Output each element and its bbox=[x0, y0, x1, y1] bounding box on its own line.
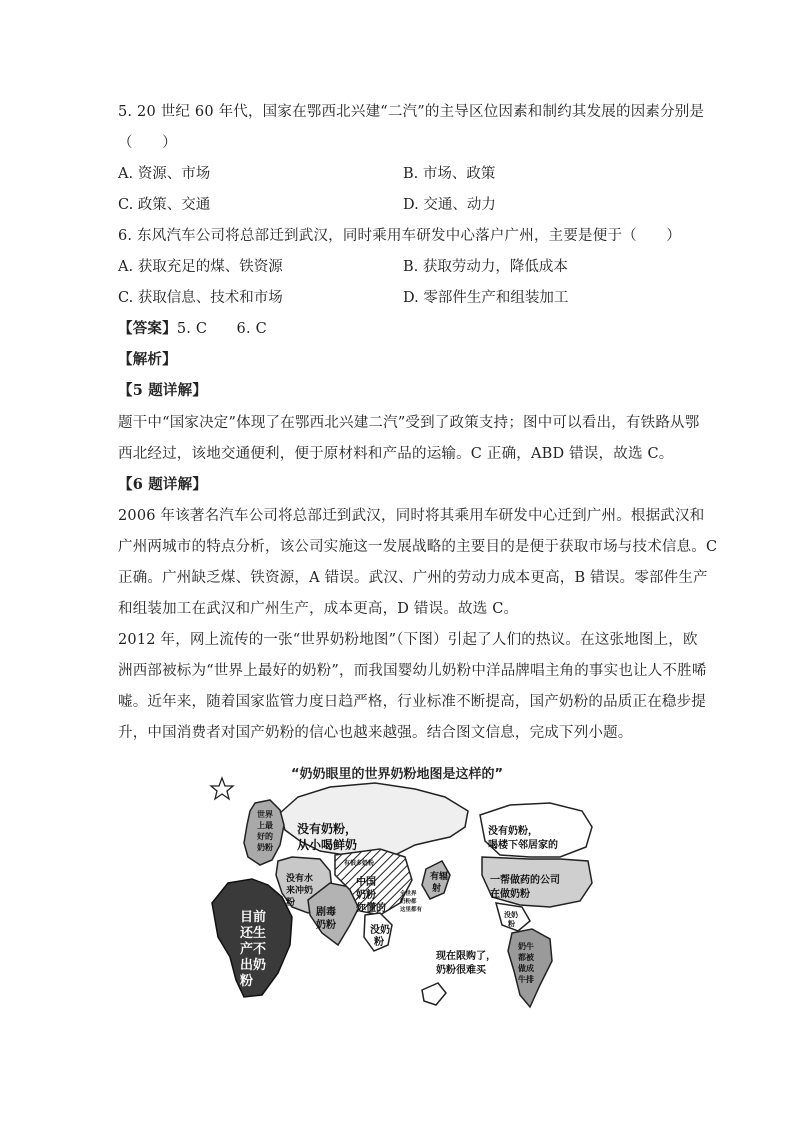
label-usa-2: 在做奶粉 bbox=[490, 889, 530, 900]
label-africa-4: 出奶 bbox=[240, 958, 267, 973]
detail5-label: 【5 题详解】 bbox=[118, 382, 208, 399]
q5-option-a: A. 资源、市场 bbox=[118, 166, 211, 182]
label-hk-note-1: 现在限购了， bbox=[436, 951, 496, 962]
intro-line4: 升，中国消费者对国产奶粉的信心也越来越强。结合图文信息，完成下列小题。 bbox=[118, 725, 633, 741]
label-china-3: 你懂的 bbox=[356, 903, 386, 914]
label-korea-2: 奶粉都 bbox=[400, 899, 417, 905]
label-europe-2: 上最 bbox=[257, 821, 273, 830]
label-korea-1: 全世界 bbox=[400, 891, 417, 897]
label-south-america-3: 做成 bbox=[518, 964, 534, 973]
detail6-label: 【6 题详解】 bbox=[118, 476, 208, 493]
star-icon bbox=[211, 778, 233, 799]
intro-line1: 2012 年，网上流传的一张“世界奶粉地图”（下图）引起了人们的热议。在这张地图上，欧 bbox=[118, 632, 698, 648]
q5-stem-line2: （ ） bbox=[118, 135, 177, 151]
label-korea-3: 这里都有 bbox=[400, 907, 423, 913]
label-russia-1: 没有奶粉， bbox=[297, 822, 358, 836]
detail6-line4: 和组装加工在武汉和广州生产，成本更高，D 错误。故选 C。 bbox=[118, 601, 519, 617]
label-middle-east-3: 粉 bbox=[286, 898, 296, 908]
q6-stem: 6. 东风汽车公司将总部迁到武汉，同时乘用车研发中心落户广州，主要是便于（ ） bbox=[118, 228, 681, 244]
label-middle-east-2: 来冲奶 bbox=[286, 886, 314, 896]
label-southeast-asia-1: 没奶 bbox=[370, 925, 390, 936]
q6-option-a: A. 获取充足的煤、铁资源 bbox=[118, 259, 283, 275]
q6-option-b: B. 获取劳动力，降低成本 bbox=[403, 259, 568, 275]
q5-option-c: C. 政策、交通 bbox=[118, 197, 211, 213]
label-south-america-1: 奶牛 bbox=[518, 942, 534, 951]
q5-stem-line1: 5. 20 世纪 60 年代，国家在鄂西北兴建“二汽”的主导区位因素和制约其发展的因素分别是 bbox=[118, 104, 705, 120]
q5-option-d: D. 交通、动力 bbox=[403, 197, 496, 213]
q5-option-b: B. 市场、政策 bbox=[403, 166, 496, 182]
q6-option-d: D. 零部件生产和组装加工 bbox=[403, 290, 569, 306]
intro-line3: 嘘。近年来，随着国家监管力度日趋严格，行业标准不断提高，国产奶粉的品质正在稳步提 bbox=[118, 694, 706, 710]
answer-line bbox=[118, 319, 267, 339]
label-canada-1: 没有奶粉， bbox=[488, 826, 538, 837]
label-africa-1: 目前 bbox=[240, 910, 267, 925]
label-africa-2: 还生 bbox=[240, 926, 267, 941]
label-europe-1: 世界 bbox=[257, 810, 273, 819]
label-china-2: 奶粉 bbox=[356, 890, 376, 901]
label-middle-east-1: 没有水 bbox=[286, 874, 314, 884]
label-southeast-asia-2: 粉 bbox=[374, 937, 384, 948]
label-africa-3: 产不 bbox=[240, 942, 267, 957]
label-africa-5: 粉 bbox=[240, 974, 254, 989]
label-china-1: 中国 bbox=[356, 877, 376, 888]
label-mexico-1: 没奶 bbox=[504, 911, 518, 919]
answer-label: 【答案】 bbox=[118, 320, 177, 337]
analysis-label: 【解析】 bbox=[118, 351, 177, 368]
answer-value: 5. C 6. C bbox=[176, 321, 267, 337]
label-japan-2: 射 bbox=[432, 884, 442, 894]
q6-option-c: C. 获取信息、技术和市场 bbox=[118, 290, 283, 306]
label-canada-2: 喝楼下邻居家的 bbox=[488, 840, 558, 851]
world-milk-powder-map bbox=[200, 775, 600, 1015]
map-title: “奶奶眼里的世界奶粉地图是这样的” bbox=[290, 767, 504, 782]
label-russia-2: 从小喝鲜奶 bbox=[297, 838, 358, 852]
label-usa-1: 一帮做药的公司 bbox=[490, 875, 560, 886]
detail5-line2: 西北经过，该地交通便利，便于原材料和产品的运输。C 正确，ABD 错误，故选 C。 bbox=[118, 446, 674, 462]
detail5-line1: 题干中“国家决定”体现了在鄂西北兴建二汽”受到了政策支持；图中可以看出，有铁路从鄂 bbox=[118, 415, 700, 431]
label-europe-4: 奶粉 bbox=[257, 843, 273, 852]
label-japan-1: 有辐 bbox=[430, 872, 449, 882]
label-india-2: 奶粉 bbox=[316, 920, 336, 931]
detail6-line3: 正确。广州缺乏煤、铁资源，A 错误。武汉、广州的劳动力成本更高，B 错误。零部件生产 bbox=[118, 570, 708, 586]
detail6-line1: 2006 年该著名汽车公司将总部迁到武汉，同时将其乘用车研发中心迁到广州。根据武汉和 bbox=[118, 508, 705, 524]
label-hk-note-2: 奶粉很难买 bbox=[436, 965, 486, 976]
intro-line2: 洲西部被标为“世界上最好的奶粉”，而我国婴幼儿奶粉中洋品牌唱主角的事实也让人不胜唏 bbox=[118, 663, 707, 679]
detail6-line2: 广州两城市的特点分析，该公司实施这一发展战略的主要目的是便于获取市场与技术信息。C bbox=[118, 539, 718, 555]
region-hong-kong bbox=[422, 983, 446, 1005]
label-china-top: 有很多奶粉 bbox=[344, 860, 375, 867]
label-europe-3: 好的 bbox=[257, 832, 273, 841]
label-south-america-4: 牛排 bbox=[518, 975, 534, 984]
label-south-america-2: 都被 bbox=[518, 953, 534, 962]
label-mexico-2: 粉 bbox=[508, 920, 515, 928]
label-india-1: 剧毒 bbox=[316, 907, 336, 918]
